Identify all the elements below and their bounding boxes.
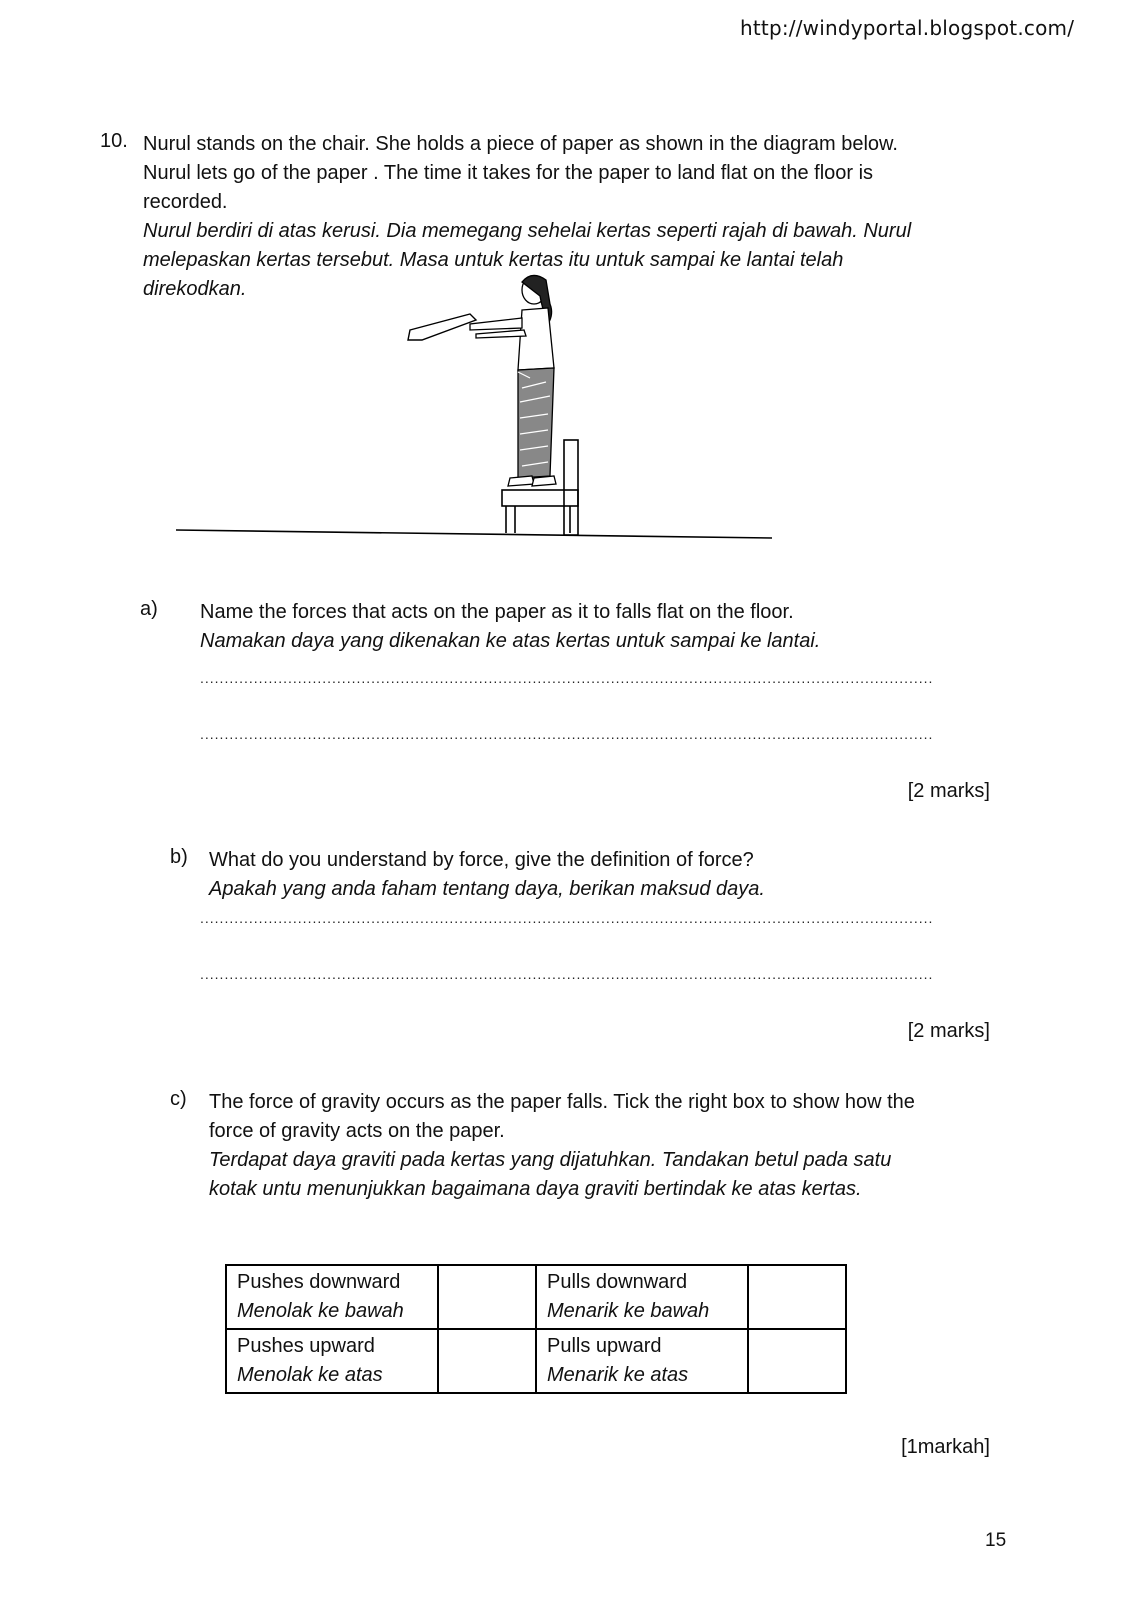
tick-box-pushes-upward[interactable]	[438, 1329, 536, 1393]
stem-ms-line: Nurul berdiri di atas kerusi. Dia memegang sehelai kertas seperti rajah di bawah. Nurul	[143, 220, 912, 242]
option-label-ms: Menolak ke atas	[237, 1364, 383, 1386]
answer-line[interactable]: ......................................................................................................................................................	[200, 910, 934, 926]
answer-line[interactable]: ......................................................................................................................................................	[200, 966, 934, 982]
part-a-marks: [2 marks]	[907, 780, 990, 802]
part-c-marks: [1markah]	[901, 1436, 990, 1458]
part-b-question-en: What do you understand by force, give the definition of force?	[209, 849, 754, 871]
girl-figure	[470, 275, 556, 486]
option-label-ms: Menarik ke bawah	[547, 1300, 710, 1322]
girl-on-chair-diagram	[170, 268, 790, 558]
page-number: 15	[985, 1530, 1007, 1551]
tick-box-pulls-upward[interactable]	[748, 1329, 846, 1393]
paper-sheet	[408, 314, 476, 340]
stem-en-line: Nurul stands on the chair. She holds a piece of paper as shown in the diagram below.	[143, 133, 898, 155]
stem-ms-line: direkodkan.	[143, 278, 247, 300]
answer-line[interactable]: ......................................................................................................................................................	[200, 670, 934, 686]
option-pushes-upward	[226, 1329, 438, 1393]
header-url: http://windyportal.blogspot.com/	[740, 16, 1075, 40]
option-label-en: Pulls upward	[547, 1335, 662, 1357]
part-a-question-ms: Namakan daya yang dikenakan ke atas kertas untuk sampai ke lantai.	[200, 630, 821, 652]
part-b	[209, 846, 1029, 904]
option-label-en: Pushes upward	[237, 1335, 375, 1357]
stem-en-line: Nurul lets go of the paper . The time it takes for the paper to land flat on the floor is	[143, 162, 874, 184]
part-c-question-en-1: The force of gravity occurs as the paper falls. Tick the right box to show how the	[209, 1091, 915, 1113]
question-number: 10.	[100, 130, 128, 152]
tick-box-pulls-downward[interactable]	[748, 1265, 846, 1329]
table-row	[226, 1329, 846, 1393]
part-a	[200, 598, 1020, 656]
part-b-label: b)	[170, 846, 188, 868]
option-label-ms: Menarik ke atas	[547, 1364, 689, 1386]
part-c-label: c)	[170, 1088, 187, 1110]
part-c-question-ms-1: Terdapat daya graviti pada kertas yang dijatuhkan. Tandakan betul pada satu	[209, 1149, 892, 1171]
option-pulls-downward	[536, 1265, 748, 1329]
table-row	[226, 1265, 846, 1329]
stem-en-line: recorded.	[143, 191, 228, 213]
option-label-en: Pushes downward	[237, 1271, 401, 1293]
part-c-question-ms-2: kotak untu menunjukkan bagaimana daya graviti bertindak ke atas kertas.	[209, 1178, 862, 1200]
part-c	[209, 1088, 1029, 1204]
option-pushes-downward	[226, 1265, 438, 1329]
part-b-question-ms: Apakah yang anda faham tentang daya, berikan maksud daya.	[209, 878, 765, 900]
part-b-marks: [2 marks]	[907, 1020, 990, 1042]
part-c-question-en-2: force of gravity acts on the paper.	[209, 1120, 505, 1142]
option-pulls-upward	[536, 1329, 748, 1393]
part-a-label: a)	[140, 598, 158, 620]
gravity-options-table	[225, 1264, 847, 1394]
part-a-question-en: Name the forces that acts on the paper as it to falls flat on the floor.	[200, 601, 794, 623]
option-label-en: Pulls downward	[547, 1271, 688, 1293]
stem-ms-line: melepaskan kertas tersebut. Masa untuk kertas itu untuk sampai ke lantai telah	[143, 249, 844, 271]
answer-line[interactable]: ......................................................................................................................................................	[200, 726, 934, 742]
tick-box-pushes-downward[interactable]	[438, 1265, 536, 1329]
floor-line	[176, 530, 772, 538]
option-label-ms: Menolak ke bawah	[237, 1300, 404, 1322]
